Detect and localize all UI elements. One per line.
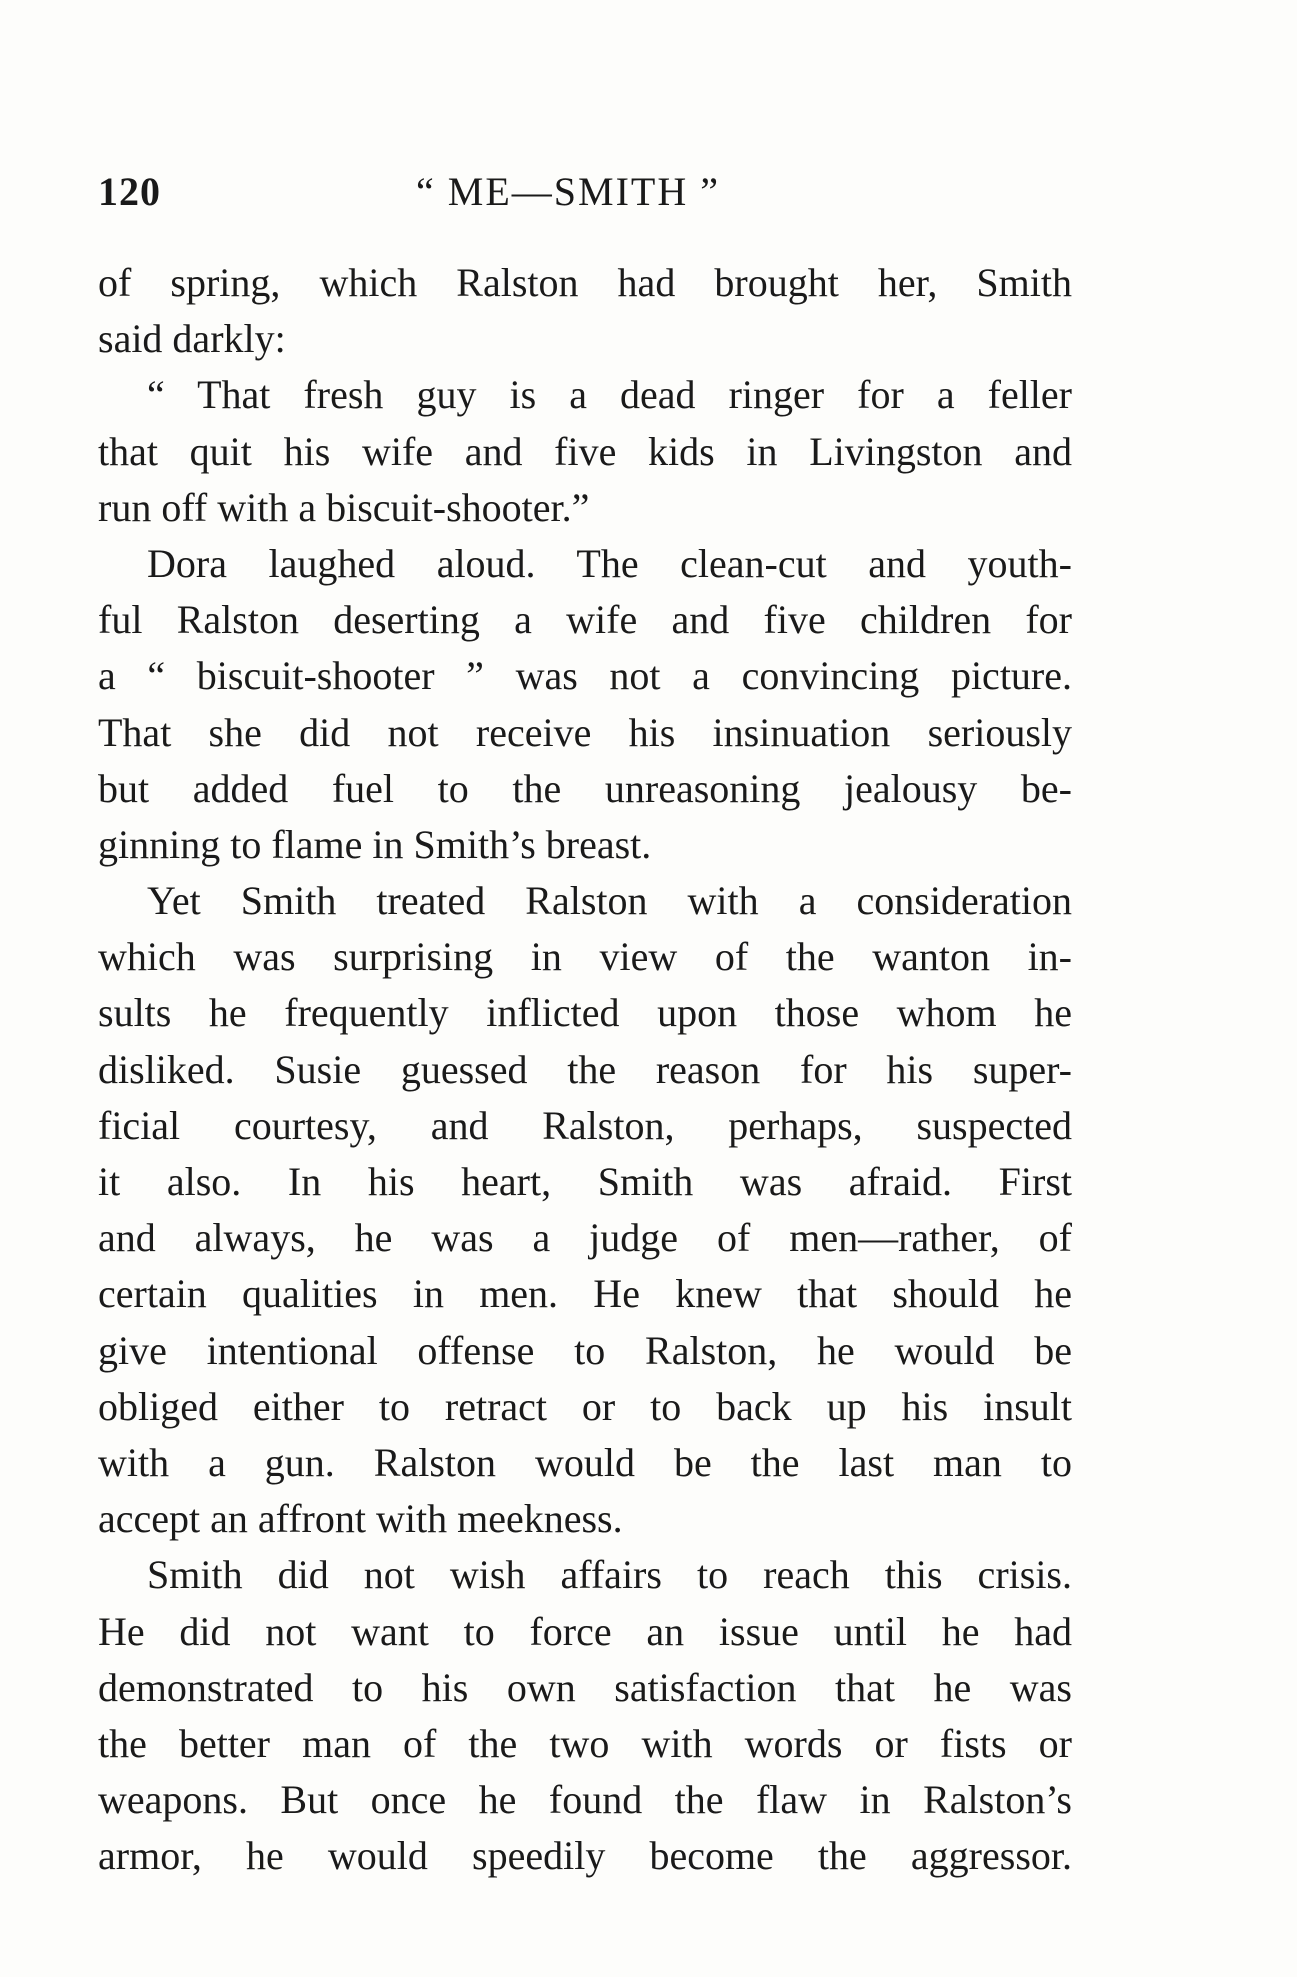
- text-line: which was surprising in view of the wanton in-: [98, 934, 1072, 980]
- text-line: He did not want to force an issue until he had: [98, 1608, 1072, 1654]
- text-line: run off with a biscuit-shooter.”: [98, 484, 590, 530]
- text-line: Dora laughed aloud. The clean-cut and youth-: [147, 540, 1072, 586]
- text-line: the better man of the two with words or fists or: [98, 1720, 1072, 1766]
- text-line: weapons. But once he found the flaw in Ralston’s: [98, 1777, 1072, 1823]
- text-line: that quit his wife and five kids in Livingston and: [98, 428, 1072, 474]
- page-number: 120: [98, 169, 161, 214]
- text-line: but added fuel to the unreasoning jealousy be-: [98, 765, 1072, 811]
- text-line: That she did not receive his insinuation seriously: [98, 709, 1072, 755]
- body-text: [98, 255, 1072, 1884]
- text-line: Smith did not wish affairs to reach this crisis.: [147, 1552, 1072, 1598]
- text-line: demonstrated to his own satisfaction that he was: [98, 1664, 1072, 1710]
- text-line: and always, he was a judge of men—rather, of: [98, 1215, 1072, 1261]
- text-line: a “ biscuit-shooter ” was not a convincing picture.: [98, 653, 1072, 699]
- text-line: disliked. Susie guessed the reason for his super-: [98, 1046, 1072, 1092]
- text-line: sults he frequently inflicted upon those whom he: [98, 990, 1072, 1036]
- text-line: certain qualities in men. He knew that should he: [98, 1271, 1072, 1317]
- text-line: Yet Smith treated Ralston with a consideration: [147, 878, 1072, 924]
- text-line: accept an affront with meekness.: [98, 1496, 623, 1542]
- text-line: ful Ralston deserting a wife and five children for: [98, 597, 1072, 643]
- text-line: armor, he would speedily become the aggressor.: [98, 1833, 1072, 1879]
- text-line: obliged either to retract or to back up his insult: [98, 1383, 1072, 1429]
- text-line: give intentional offense to Ralston, he would be: [98, 1327, 1072, 1373]
- text-line: it also. In his heart, Smith was afraid. First: [98, 1159, 1072, 1204]
- page-header: [98, 162, 1072, 222]
- text-line: of spring, which Ralston had brought her, Smith: [98, 260, 1072, 305]
- text-line: ficial courtesy, and Ralston, perhaps, suspected: [98, 1102, 1072, 1148]
- text-line: said darkly:: [98, 316, 286, 362]
- text-line: with a gun. Ralston would be the last man to: [98, 1439, 1072, 1485]
- text-line: ginning to flame in Smith’s breast.: [98, 821, 652, 867]
- text-line: “ That fresh guy is a dead ringer for a feller: [147, 372, 1072, 418]
- running-head: “ ME—SMITH ”: [416, 169, 720, 214]
